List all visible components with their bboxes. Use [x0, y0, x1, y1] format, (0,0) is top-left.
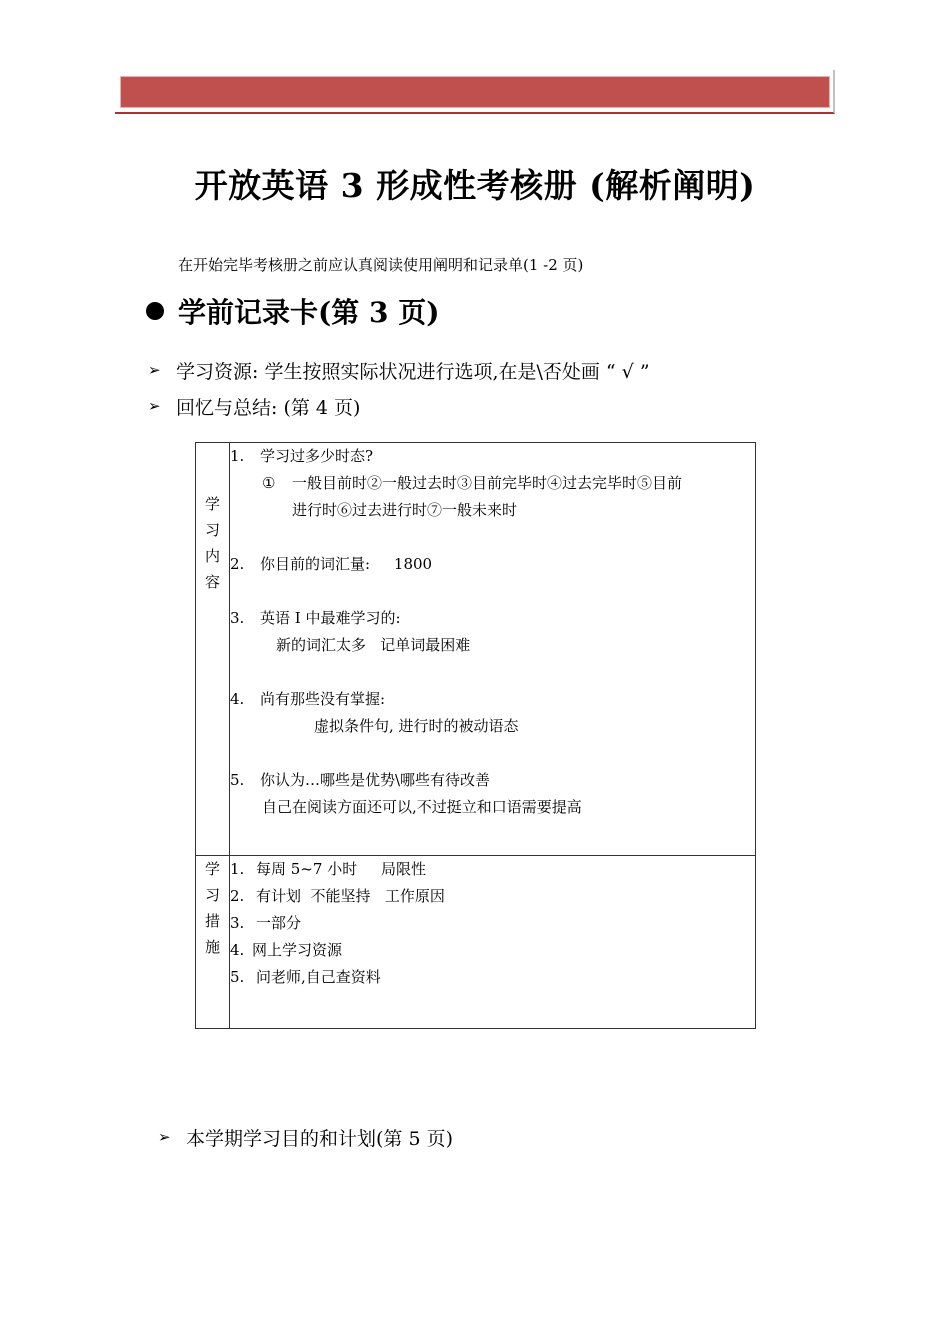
- bullet-item-review: [148, 393, 360, 420]
- bullet-dot-icon: [146, 302, 164, 320]
- list-item: 5. 问老师,自己查资料: [230, 968, 381, 986]
- list-item: 3. 一部分: [230, 914, 302, 932]
- bullet-item-resources: [148, 357, 650, 384]
- arrow-bullet-icon: ➢: [148, 361, 161, 379]
- measures-cell: [230, 856, 756, 1029]
- question-item: 1. 学习过多少时态?: [230, 447, 374, 465]
- question-answer: 自己在阅读方面还可以,不过挺立和口语需要提高: [262, 798, 582, 816]
- record-table: [195, 442, 756, 1029]
- bullet-text: 回忆与总结: (第 4 页): [176, 397, 361, 419]
- header-banner: [120, 76, 830, 108]
- row-label: 学习内容: [204, 495, 220, 591]
- question-answer: 进行时⑥过去进行时⑦一般未来时: [292, 501, 518, 519]
- table-row: [196, 443, 756, 856]
- section-heading-text: 学前记录卡(第 3 页): [178, 296, 440, 329]
- question-item: 4. 尚有那些没有掌握:: [230, 690, 386, 708]
- row-label: 学习措施: [204, 860, 220, 956]
- question-item: 5. 你认为…哪些是优势\哪些有待改善: [230, 771, 491, 789]
- row-label-cell: [196, 443, 230, 856]
- question-item: 2. 你目前的词汇量: 1800: [230, 555, 433, 573]
- bullet-item-plan: [158, 1124, 453, 1151]
- bullet-text: 学习资源: 学生按照实际状况进行选项,在是\否处画 “ √ ”: [176, 361, 650, 383]
- question-item: 3. 英语 I 中最难学习的:: [230, 609, 401, 627]
- question-answer: ① 一般目前时②一般过去时③目前完毕时④过去完毕时⑤目前: [262, 474, 683, 492]
- intro-text: 在开始完毕考核册之前应认真阅读使用阐明和记录单(1 -2 页): [178, 256, 584, 274]
- arrow-bullet-icon: ➢: [148, 397, 161, 415]
- content-cell: [230, 443, 756, 856]
- list-item: 1. 每周 5~7 小时 局限性: [230, 860, 427, 878]
- page-title: 开放英语 3 形成性考核册 (解析阐明): [194, 166, 756, 205]
- list-item: 4. 网上学习资源: [230, 941, 343, 959]
- list-item: 2. 有计划 不能坚持 工作原因: [230, 887, 445, 905]
- question-answer: 新的词汇太多 记单词最困难: [276, 636, 471, 654]
- section-heading: [146, 291, 439, 331]
- table-row: [196, 856, 756, 1029]
- question-answer: 虚拟条件句, 进行时的被动语态: [314, 717, 519, 735]
- row-label-cell: [196, 856, 230, 1029]
- arrow-bullet-icon: ➢: [158, 1128, 171, 1146]
- bullet-text: 本学期学习目的和计划(第 5 页): [186, 1128, 453, 1150]
